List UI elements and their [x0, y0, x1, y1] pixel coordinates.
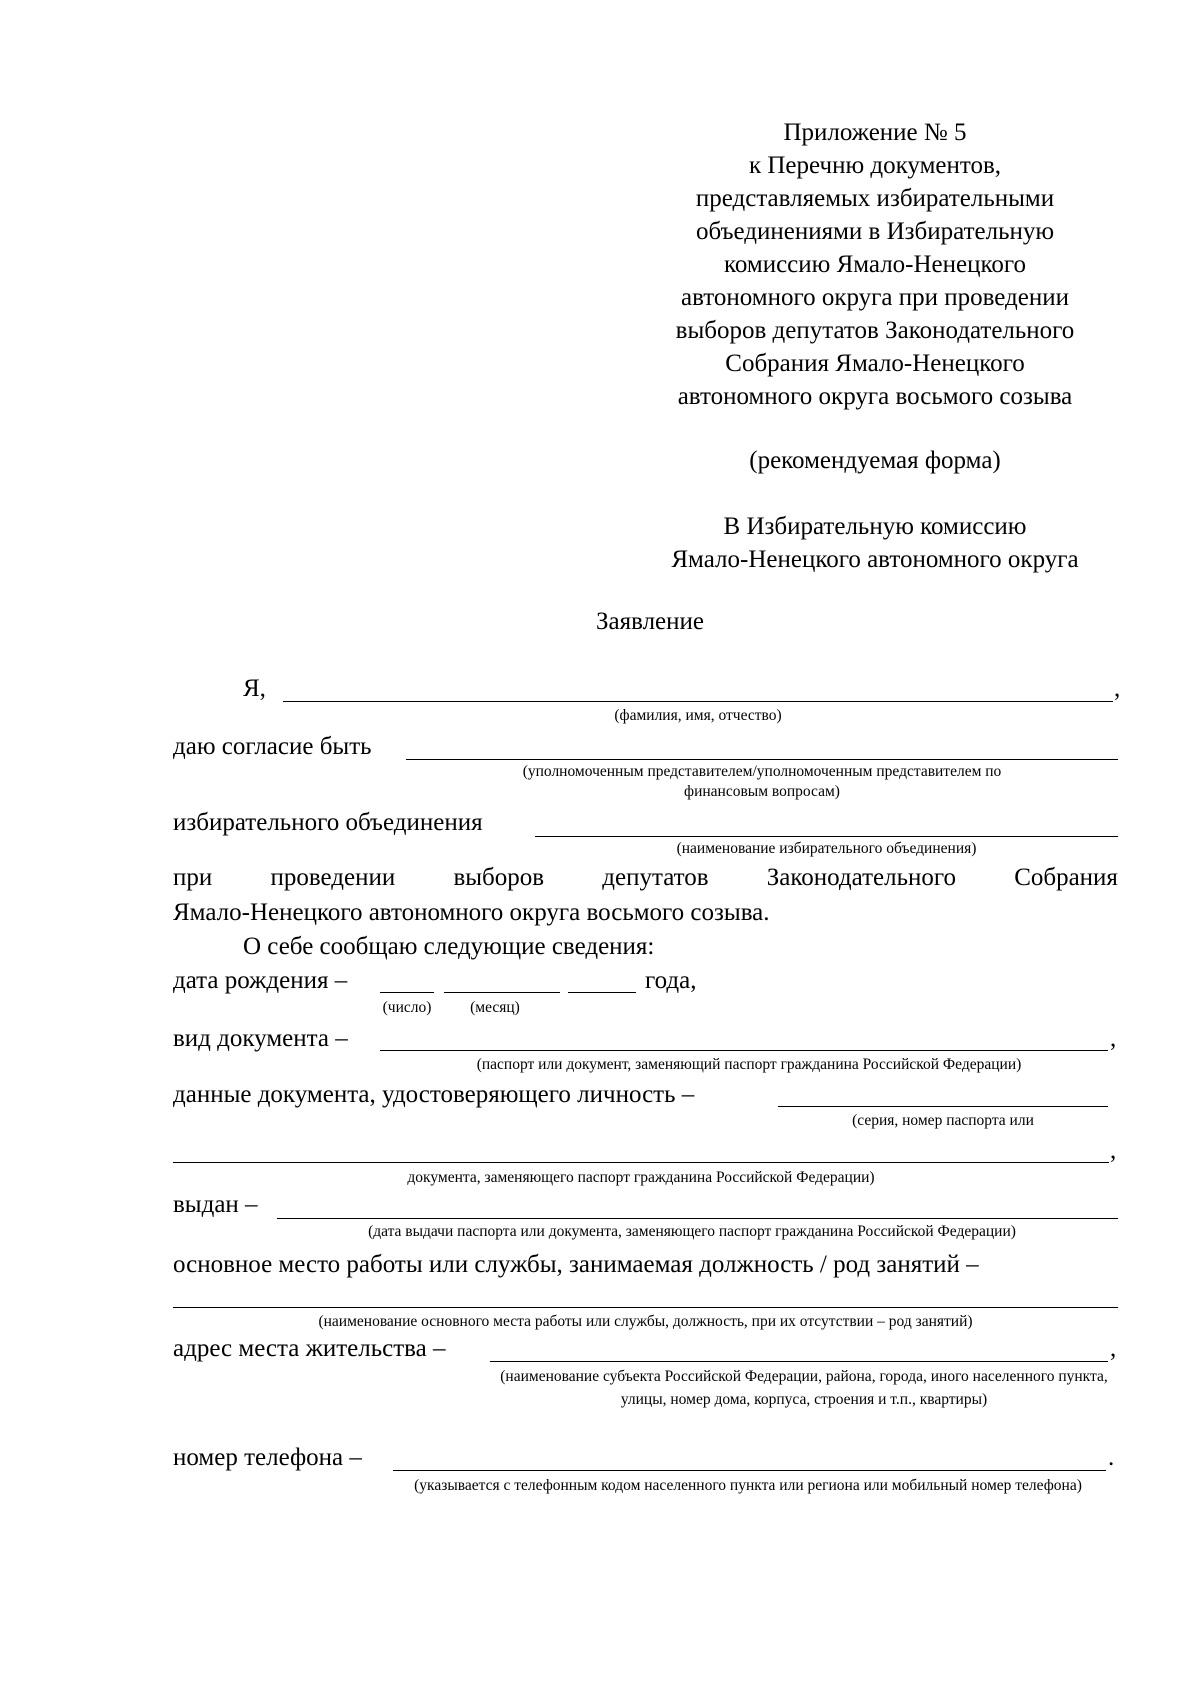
- about-intro: О себе сообщаю следующие сведения:: [243, 933, 655, 960]
- consent-label: даю согласие быть: [173, 733, 372, 760]
- birth-year-field[interactable]: [568, 992, 636, 993]
- work-label: основное место работы или службы, занимаемая должность / род занятий –: [173, 1251, 979, 1278]
- document-title: Заявление: [595, 608, 705, 635]
- association-field[interactable]: [535, 836, 1118, 837]
- id-data-caption-1: (серия, номер паспорта или: [852, 1112, 1034, 1129]
- period: .: [1108, 1444, 1115, 1471]
- representative-field[interactable]: [406, 759, 1118, 760]
- elections-word: проведении: [270, 864, 396, 891]
- appendix-header-line: выборов депутатов Законодательного: [675, 317, 1075, 344]
- appendix-header-line: представляемых избирательными: [695, 185, 1055, 212]
- issued-field[interactable]: [277, 1218, 1118, 1219]
- day-caption: (число): [382, 999, 432, 1016]
- doc-type-field[interactable]: [380, 1050, 1108, 1051]
- phone-field[interactable]: [393, 1470, 1106, 1471]
- representative-caption: [406, 762, 1118, 802]
- issued-label: выдан –: [173, 1191, 258, 1218]
- association-label: избирательного объединения: [173, 809, 483, 836]
- id-data-label: данные документа, удостоверяющего личность –: [173, 1081, 695, 1108]
- address-caption: (наименование субъекта Российской Федерации, района, города, иного населенного пункта, улицы, номер дома, корпуса, строения и т.п., квартиры): [500, 1368, 1108, 1408]
- addressee: [620, 510, 1130, 576]
- representative-caption-line: (уполномоченным представителем/уполномоченным представителем по: [522, 763, 1002, 780]
- appendix-header-line: комиссию Ямало-Ненецкого: [723, 251, 1027, 278]
- comma: ,: [1110, 1335, 1117, 1362]
- fio-caption: (фамилия, имя, отчество): [614, 707, 782, 724]
- appendix-header: [640, 116, 1110, 413]
- fio-field[interactable]: [283, 701, 1113, 702]
- issued-caption: (дата выдачи паспорта или документа, заменяющего паспорт гражданина Российской Федерации): [368, 1223, 1016, 1240]
- birth-label: дата рождения –: [173, 967, 348, 994]
- comma: ,: [1114, 675, 1121, 702]
- elections-word: Собрания: [1014, 864, 1118, 891]
- appendix-header-line: автономного округа восьмого созыва: [677, 383, 1073, 410]
- addressee-line: Ямало-Ненецкого автономного округа: [671, 546, 1079, 573]
- elections-line: [173, 864, 1118, 892]
- elections-word: Законодательного: [766, 864, 956, 891]
- id-data-field-continued[interactable]: [173, 1162, 1109, 1163]
- work-caption: (наименование основного места работы или службы, должность, при их отсутствии – род занятий): [318, 1313, 973, 1330]
- form-note: (рекомендуемая форма): [749, 447, 1001, 474]
- id-data-caption-2: документа, заменяющего паспорт гражданина Российской Федерации): [407, 1169, 875, 1186]
- addressee-line: В Избирательную комиссию: [723, 513, 1027, 540]
- birth-day-field[interactable]: [380, 992, 434, 993]
- birth-month-field[interactable]: [444, 992, 560, 993]
- doc-type-caption: (паспорт или документ, заменяющий паспорт гражданина Российской Федерации): [476, 1056, 1022, 1073]
- elections-word: при: [173, 864, 213, 891]
- id-data-field[interactable]: [778, 1106, 1108, 1107]
- birth-suffix: года,: [645, 967, 697, 994]
- elections-line-2: Ямало-Ненецкого автономного округа восьмого созыва.: [173, 899, 770, 926]
- comma: ,: [1110, 1137, 1117, 1164]
- comma: ,: [1110, 1025, 1117, 1052]
- elections-word: выборов: [453, 864, 545, 891]
- appendix-header-line: Собрания Ямало-Ненецкого: [725, 350, 1025, 377]
- work-field[interactable]: [173, 1307, 1118, 1308]
- elections-word: депутатов: [602, 864, 709, 891]
- appendix-header-line: к Перечню документов,: [748, 152, 1002, 179]
- appendix-header-line: Приложение № 5: [783, 119, 967, 146]
- address-field[interactable]: [490, 1361, 1108, 1362]
- i-label: Я,: [243, 675, 266, 702]
- phone-label: номер телефона –: [173, 1444, 362, 1471]
- association-caption: (наименование избирательного объединения): [676, 840, 977, 857]
- appendix-header-line: автономного округа при проведении: [680, 284, 1070, 311]
- month-caption: (месяц): [470, 999, 520, 1016]
- representative-caption-line: финансовым вопросам): [684, 783, 840, 800]
- phone-caption: (указывается с телефонным кодом населенного пункта или региона или мобильный номер телефона): [414, 1477, 1082, 1494]
- address-label: адрес места жительства –: [173, 1335, 446, 1362]
- appendix-header-line: объединениями в Избирательную: [695, 218, 1055, 245]
- doc-type-label: вид документа –: [173, 1025, 348, 1052]
